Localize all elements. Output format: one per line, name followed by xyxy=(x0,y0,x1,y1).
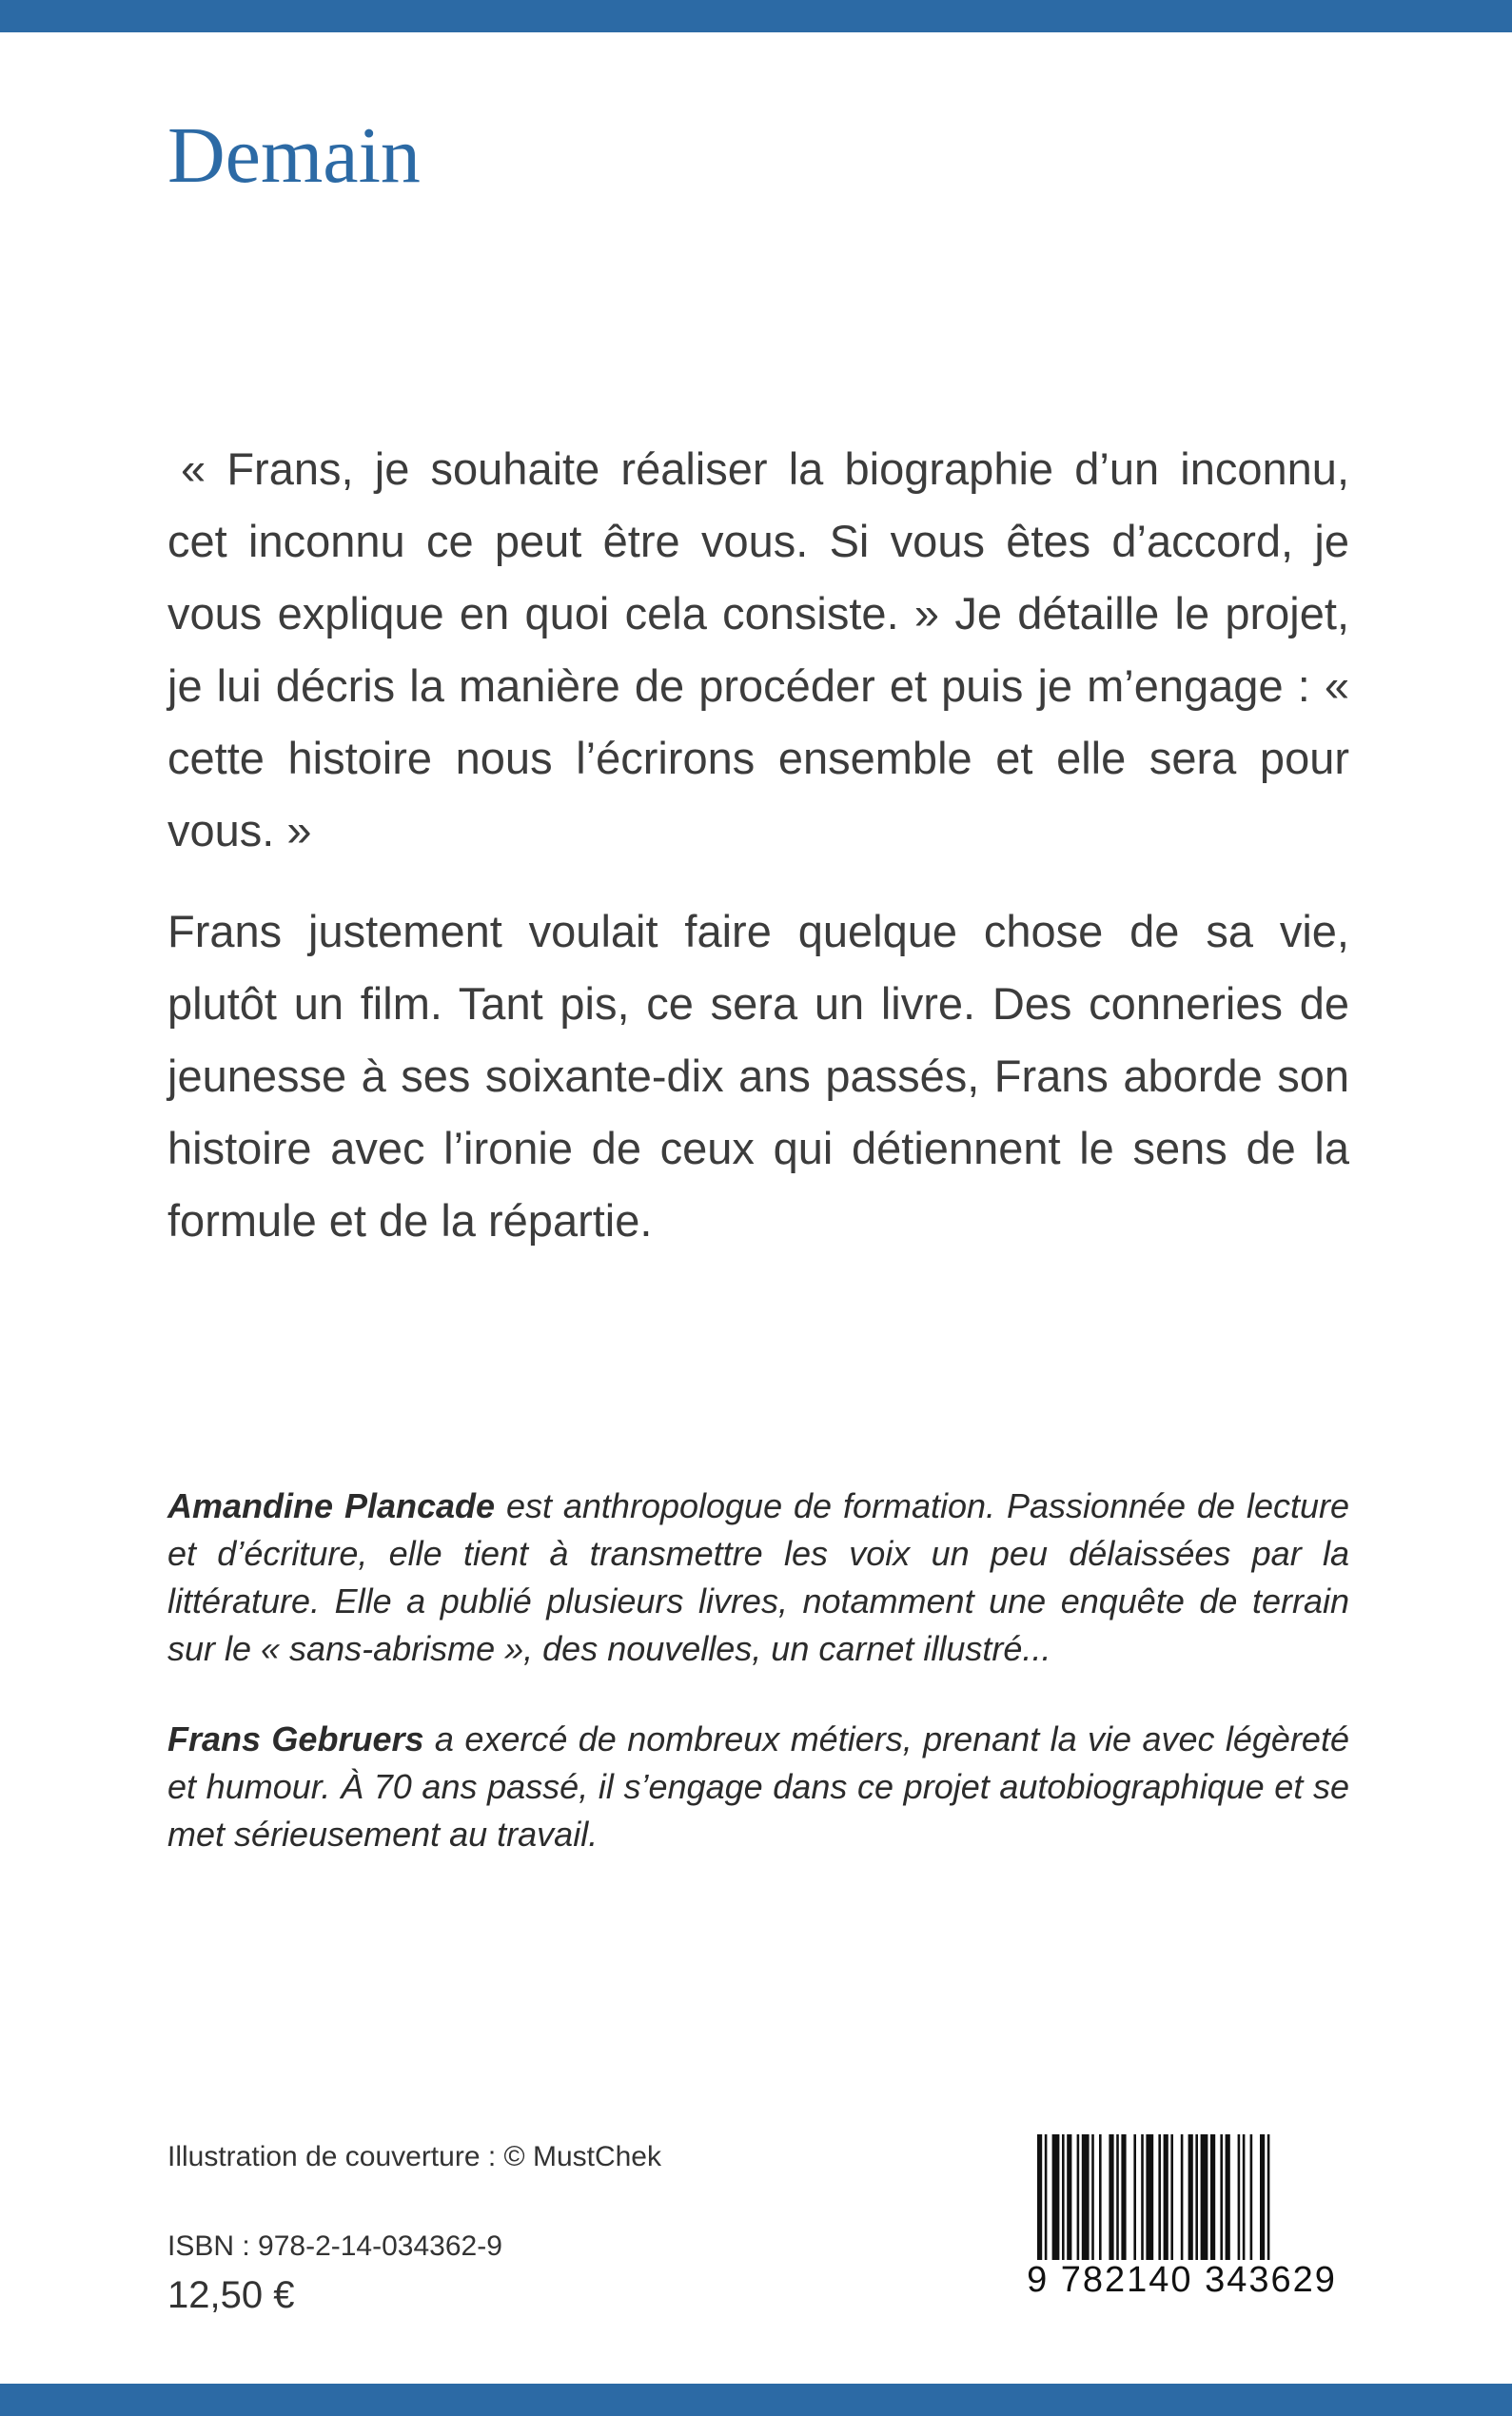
barcode xyxy=(1027,2134,1337,2306)
blurb-paragraph-2: Frans justement voulait faire quelque chose de sa vie, plutôt un film. Tant pis, ce sera un livre. Des conneries de jeunesse à ses soixante-dix ans passés, Frans aborde son histoire avec l’ironie de ceux qui détiennent le sens de la formule et de la répartie. xyxy=(167,906,1349,1246)
blurb-paragraph-1: « Frans, je souhaite réaliser la biographie d’un inconnu, cet inconnu ce peut être vous. Si vous êtes d’accord, je vous explique en quoi cela consiste. » Je détaille le projet, je lui décris la manière de procéder et puis je m’engage : « cette histoire nous l’écrirons ensemble et elle sera pour vous. » xyxy=(167,443,1349,855)
back-cover-blurb xyxy=(167,433,1349,1286)
illustration-credit: Illustration de couverture : © MustChek xyxy=(167,2141,661,2172)
credits-block xyxy=(167,2141,661,2317)
author-name: Amandine Plancade xyxy=(167,1486,496,1525)
author-bios xyxy=(167,1483,1349,1901)
barcode-digits: 9 782140 343629 xyxy=(1012,2260,1351,2301)
top-color-band xyxy=(0,0,1512,32)
author-bio-text: a exercé de nombreux métiers, prenant la vie avec légèreté et humour. À 70 ans passé, il s’engage dans ce projet autobiographique et se met sérieusement au travail. xyxy=(167,1719,1349,1854)
isbn-text: ISBN : 978-2-14-034362-9 xyxy=(167,2230,502,2262)
author-bio-text: est anthropologue de formation. Passionnée de lecture et d’écriture, elle tient à transmettre les voix un peu délaissées par la littérature. Elle a publié plusieurs livres, notamment une enquête de terrain sur le « sans-abrisme », des nouvelles, un carnet illustré... xyxy=(167,1486,1349,1668)
book-title: Demain xyxy=(167,111,421,200)
author-bio-gebruers xyxy=(167,1716,1349,1858)
bottom-color-band xyxy=(0,2384,1512,2416)
author-bio-plancade xyxy=(167,1483,1349,1673)
price-text: 12,50 € xyxy=(167,2274,295,2316)
author-name: Frans Gebruers xyxy=(167,1719,424,1758)
